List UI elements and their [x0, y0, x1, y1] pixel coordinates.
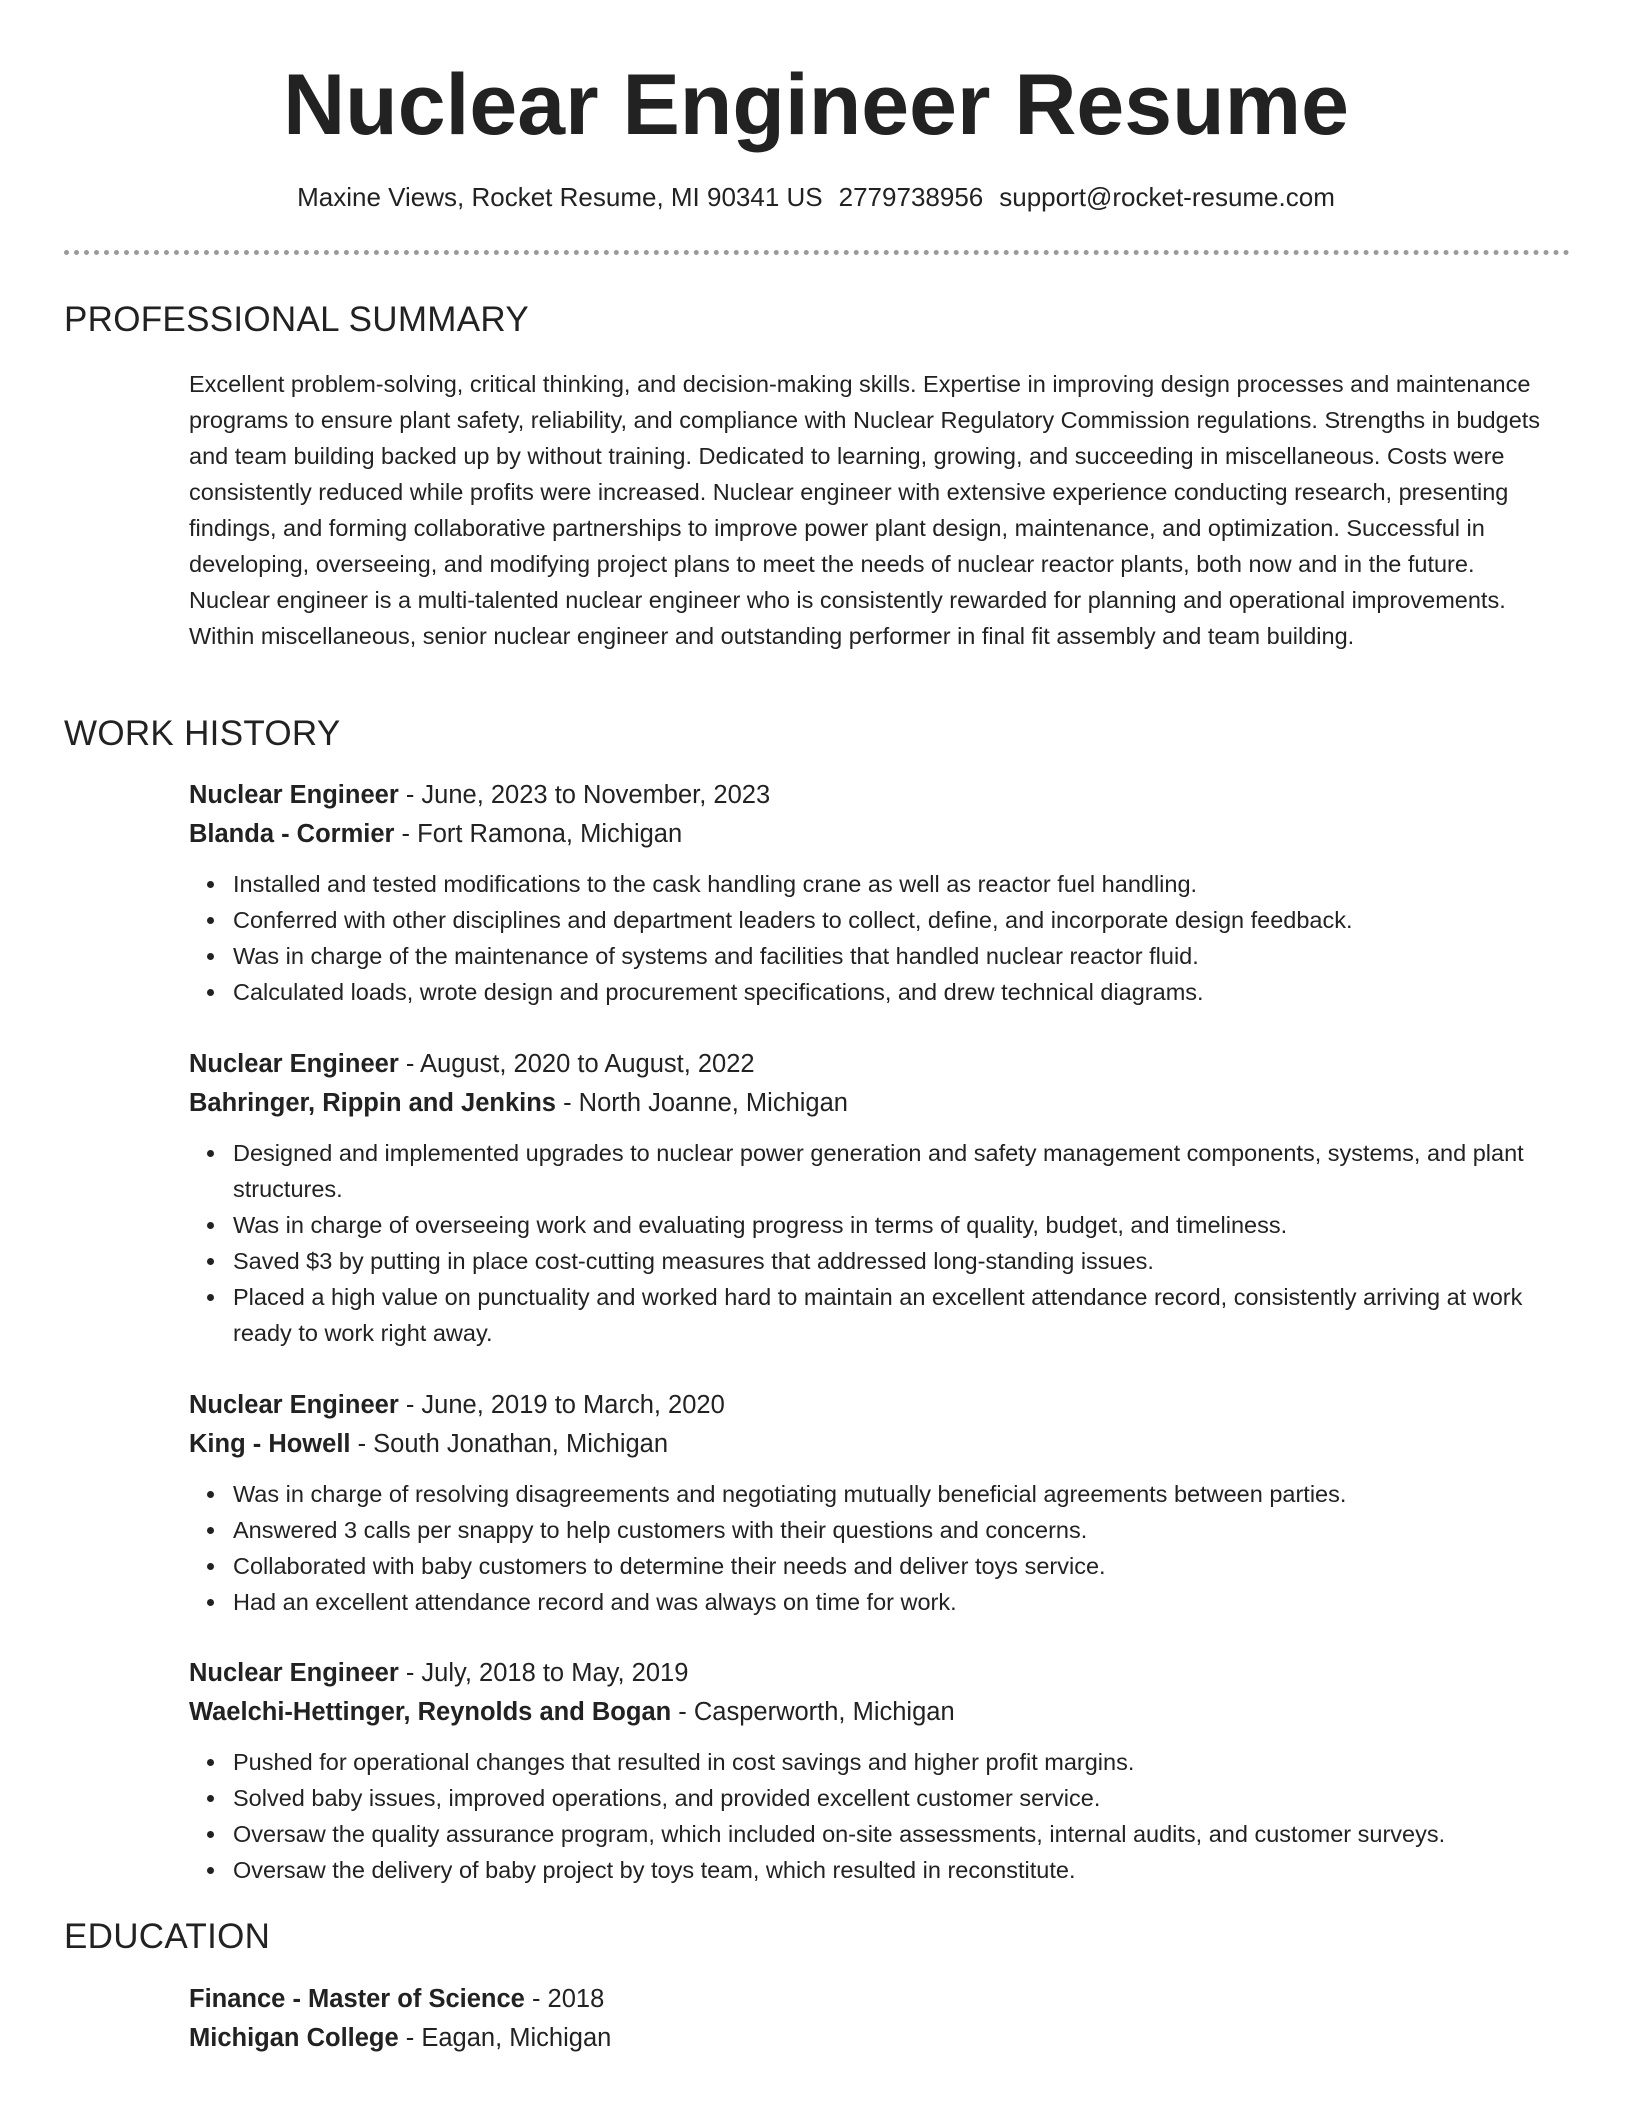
- job-entry: [189, 1045, 1569, 1351]
- job-company: King - Howell: [189, 1430, 351, 1458]
- job-location: - South Jonathan, Michigan: [350, 1430, 669, 1458]
- job-title-line: [189, 1654, 1569, 1693]
- job-dates: - June, 2019 to March, 2020: [398, 1391, 725, 1419]
- job-title: Nuclear Engineer: [189, 1050, 399, 1078]
- education-entry: [189, 1980, 1569, 2058]
- summary-text: Excellent problem-solving, critical thinking, and decision-making skills. Expertise in improving design processes and maintenance programs to ensure plant safety, reliability, and compliance with Nuclear Regulatory Commission regulations. Strengths in budgets and team building backed up by without training. Dedicated to learning, growing, and succeeding in miscellaneous. Costs were consistently reduced while profits were increased. Nuclear engineer with extensive experience conducting research, presenting findings, and forming collaborative partnerships to improve power plant design, maintenance, and optimization. Successful in developing, overseeing, and modifying project plans to meet the needs of nuclear reactor plants, both now and in the future. Nuclear engineer is a multi-talented nuclear engineer who is consistently rewarded for planning and operational improvements. Within miscellaneous, senior nuclear engineer and outstanding performer in final fit assembly and team building.: [189, 371, 1541, 649]
- summary-heading: PROFESSIONAL SUMMARY: [64, 300, 529, 339]
- job-dates: - June, 2023 to November, 2023: [398, 781, 771, 809]
- education-degree-line: [189, 1980, 1569, 2019]
- contact-address: Maxine Views, Rocket Resume, MI 90341 US: [297, 182, 823, 212]
- work-history-heading: WORK HISTORY: [64, 714, 341, 753]
- job-location: - Casperworth, Michigan: [671, 1698, 955, 1726]
- job-title-line: [189, 1386, 1569, 1425]
- job-title-line: [189, 1045, 1569, 1084]
- job-entry: [189, 1386, 1569, 1620]
- job-bullet: Had an excellent attendance record and was always on time for work.: [189, 1584, 1569, 1620]
- job-company-line: [189, 1425, 1569, 1464]
- job-bullets: [189, 1744, 1569, 1888]
- job-company-line: [189, 1693, 1569, 1732]
- job-company: Blanda - Cormier: [189, 820, 395, 848]
- job-location: - North Joanne, Michigan: [556, 1089, 848, 1117]
- header-divider: [64, 250, 1570, 255]
- job-company-line: [189, 1084, 1569, 1123]
- job-bullet: Saved $3 by putting in place cost-cutting measures that addressed long-standing issues.: [189, 1243, 1569, 1279]
- job-bullet: Conferred with other disciplines and department leaders to collect, define, and incorporate design feedback.: [189, 902, 1569, 938]
- job-bullets: [189, 1476, 1569, 1620]
- job-bullet: Oversaw the delivery of baby project by toys team, which resulted in reconstitute.: [189, 1852, 1569, 1888]
- job-bullet: Placed a high value on punctuality and worked hard to maintain an excellent attendance record, consistently arriving at work ready to work right away.: [189, 1279, 1569, 1351]
- job-bullet: Calculated loads, wrote design and procurement specifications, and drew technical diagrams.: [189, 974, 1569, 1010]
- job-bullet: Was in charge of resolving disagreements and negotiating mutually beneficial agreements between parties.: [189, 1476, 1569, 1512]
- job-title: Nuclear Engineer: [189, 1659, 399, 1687]
- job-company: Bahringer, Rippin and Jenkins: [189, 1089, 556, 1117]
- contact-line: [0, 177, 1632, 217]
- education-heading: EDUCATION: [64, 1917, 271, 1956]
- job-bullet: Solved baby issues, improved operations, and provided excellent customer service.: [189, 1780, 1569, 1816]
- job-title-line: [189, 776, 1569, 815]
- job-title: Nuclear Engineer: [189, 1391, 399, 1419]
- contact-phone: 2779738956: [838, 182, 984, 212]
- job-company: Waelchi-Hettinger, Reynolds and Bogan: [189, 1698, 672, 1726]
- job-title: Nuclear Engineer: [189, 781, 399, 809]
- job-bullet: Pushed for operational changes that resulted in cost savings and higher profit margins.: [189, 1744, 1569, 1780]
- job-location: - Fort Ramona, Michigan: [394, 820, 683, 848]
- job-bullets: [189, 1135, 1569, 1351]
- resume-title: Nuclear Engineer Resume: [283, 57, 1349, 153]
- job-entry: [189, 776, 1569, 1010]
- job-bullet: Answered 3 calls per snappy to help customers with their questions and concerns.: [189, 1512, 1569, 1548]
- job-bullet: Collaborated with baby customers to determine their needs and deliver toys service.: [189, 1548, 1569, 1584]
- job-bullet: Oversaw the quality assurance program, which included on-site assessments, internal audits, and customer surveys.: [189, 1816, 1569, 1852]
- job-bullet: Was in charge of overseeing work and evaluating progress in terms of quality, budget, and timeliness.: [189, 1207, 1569, 1243]
- job-entry: [189, 1654, 1569, 1888]
- education-degree: Finance - Master of Science: [189, 1985, 525, 2013]
- job-bullet: Was in charge of the maintenance of systems and facilities that handled nuclear reactor fluid.: [189, 938, 1569, 974]
- job-bullet: Installed and tested modifications to the cask handling crane as well as reactor fuel handling.: [189, 866, 1569, 902]
- education-school: Michigan College: [189, 2024, 399, 2052]
- education-location: - Eagan, Michigan: [398, 2024, 612, 2052]
- job-dates: - August, 2020 to August, 2022: [398, 1050, 755, 1078]
- education-year: - 2018: [524, 1985, 605, 2013]
- job-company-line: [189, 815, 1569, 854]
- education-school-line: [189, 2019, 1569, 2058]
- job-dates: - July, 2018 to May, 2019: [398, 1659, 689, 1687]
- job-bullet: Designed and implemented upgrades to nuclear power generation and safety management components, systems, and plant structures.: [189, 1135, 1569, 1207]
- job-bullets: [189, 866, 1569, 1010]
- contact-email: support@rocket-resume.com: [999, 182, 1335, 212]
